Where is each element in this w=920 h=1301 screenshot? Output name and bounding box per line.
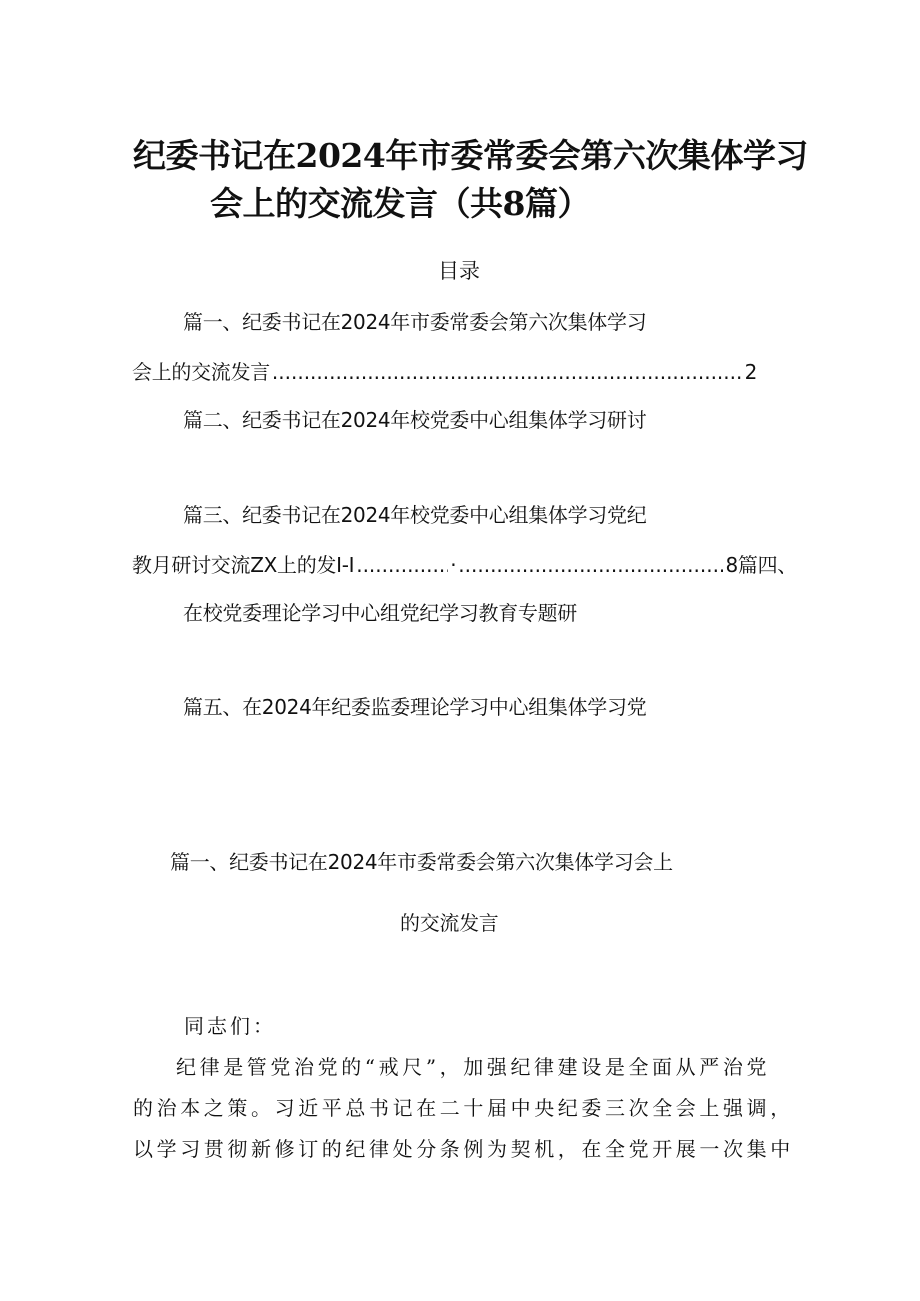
- toc-item-1-line-2[interactable]: [132, 362, 757, 382]
- document-title-line-2: 会上的交流发言（共8篇）: [210, 184, 590, 223]
- toc-heading: 目录: [438, 259, 480, 283]
- toc-item-3-page: 8篇四、: [725, 553, 797, 577]
- section-heading-line-1: 篇一、纪委书记在2024年市委常委会第六次集体学习会上: [170, 850, 673, 874]
- paragraph-line: 的治本之策。习近平总书记在二十届中央纪委三次全会上强调，: [133, 1096, 794, 1120]
- toc-item-3-line-1[interactable]: 篇三、纪委书记在2024年校党委中心组集体学习党纪: [183, 503, 647, 527]
- toc-item-3-line-2[interactable]: [132, 555, 797, 575]
- document-title-line-1: 纪委书记在2024年市委常委会第六次集体学习: [133, 136, 808, 175]
- section-heading-line-2: 的交流发言: [400, 911, 499, 935]
- toc-leader-dots: [272, 362, 743, 382]
- toc-item-3-text: 教月研讨交流ZX上的发I-I: [132, 553, 355, 577]
- toc-item-1-text: 会上的交流发言: [132, 360, 270, 384]
- paragraph-line: 纪律是管党治党的“戒尺”，加强纪律建设是全面从严治党: [176, 1055, 771, 1079]
- paragraph-line: 以学习贯彻新修订的纪律处分条例为契机，在全党开展一次集中: [133, 1137, 794, 1161]
- toc-item-2[interactable]: 篇二、纪委书记在2024年校党委中心组集体学习研讨: [183, 408, 647, 432]
- toc-stray-mark: ·: [450, 553, 457, 577]
- toc-item-1-page: 2: [744, 360, 757, 384]
- toc-item-5[interactable]: 篇五、在2024年纪委监委理论学习中心组集体学习党: [183, 695, 647, 719]
- toc-leader-dots: [356, 555, 448, 575]
- toc-leader-dots: [458, 555, 723, 575]
- greeting: 同志们：: [184, 1014, 276, 1038]
- toc-item-1-line-1[interactable]: 篇一、纪委书记在2024年市委常委会第六次集体学习: [183, 310, 647, 334]
- toc-item-4[interactable]: 在校党委理论学习中心组党纪学习教育专题研: [183, 601, 577, 625]
